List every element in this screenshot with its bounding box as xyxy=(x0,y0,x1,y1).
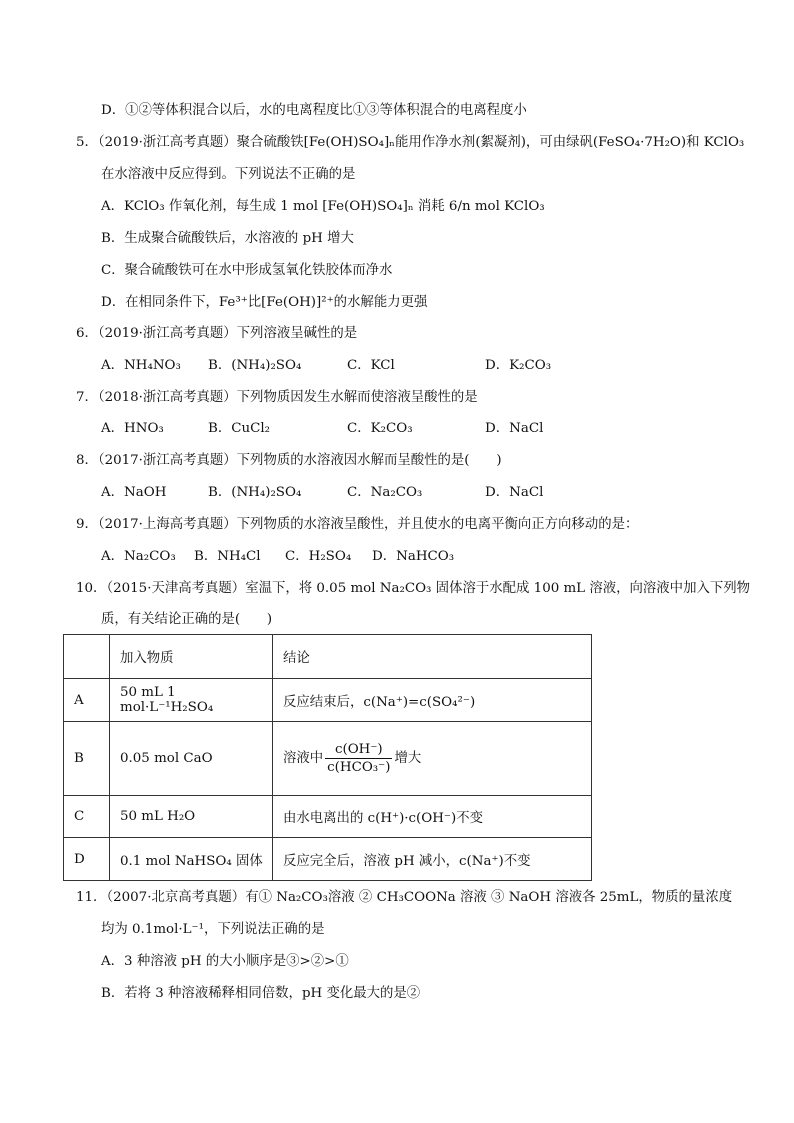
q5-option-d: D．在相同条件下，Fe³⁺比[Fe(OH)]²⁺的水解能力更强 xyxy=(101,295,428,310)
row-label: A xyxy=(64,679,110,722)
q6-option-a: A．NH₄NO₃ xyxy=(101,358,181,373)
row-label: B xyxy=(64,722,110,796)
q8-stem: 8．（2017·浙江高考真题）下列物质的水溶液因水解而呈酸性的是( ) xyxy=(76,453,502,468)
q11-option-b: B．若将 3 种溶液稀释相同倍数，pH 变化最大的是② xyxy=(101,986,421,1001)
fraction-denominator: c(HCO₃⁻) xyxy=(327,760,391,775)
row-conclusion: 反应结束后，c(Na⁺)=c(SO₄²⁻) xyxy=(273,679,592,722)
q5-option-c: C．聚合硫酸铁可在水中形成氢氧化铁胶体而净水 xyxy=(101,263,393,278)
q8-option-c: C．Na₂CO₃ xyxy=(347,485,423,500)
q11-option-a: A．3 种溶液 pH 的大小顺序是③>②>① xyxy=(101,954,349,969)
q11-stem-line1: 11．（2007·北京高考真题）有① Na₂CO₃溶液 ② CH₃COONa 溶液 ③ NaOH 溶液各 25mL，物质的量浓度 xyxy=(76,890,733,905)
q5-option-b: B．生成聚合硫酸铁后，水溶液的 pH 增大 xyxy=(101,231,354,246)
q8-option-b: B．(NH₄)₂SO₄ xyxy=(208,485,302,500)
q6-option-b: B．(NH₄)₂SO₄ xyxy=(208,358,302,373)
q10-stem-line1: 10．（2015·天津高考真题）室温下，将 0.05 mol Na₂CO₃ 固体溶于水配成 100 mL 溶液，向溶液中加入下列物 xyxy=(76,581,751,596)
q7-option-c: C．K₂CO₃ xyxy=(347,421,413,436)
q6-option-d: D．K₂CO₃ xyxy=(485,358,552,373)
row-label: D xyxy=(64,838,110,881)
q7-option-a: A．HNO₃ xyxy=(101,421,164,436)
row-substance: 0.1 mol NaHSO₄ 固体 xyxy=(110,838,273,881)
table-header-label xyxy=(64,635,110,679)
q9-option-d: D．NaHCO₃ xyxy=(372,549,455,564)
q6-stem: 6．（2019·浙江高考真题）下列溶液呈碱性的是 xyxy=(76,326,358,341)
row-conclusion xyxy=(273,722,592,796)
q11-stem-line2: 均为 0.1mol·L⁻¹，下列说法正确的是 xyxy=(101,922,325,937)
table-row xyxy=(64,679,592,722)
q8-option-a: A．NaOH xyxy=(101,485,167,500)
q4-option-d: D．①②等体积混合以后，水的电离程度比①③等体积混合的电离程度小 xyxy=(101,103,527,118)
q9-option-b: B．NH₄Cl xyxy=(194,549,261,564)
row-substance: 50 mL H₂O xyxy=(110,796,273,838)
q5-option-a: A．KClO₃ 作氧化剂，每生成 1 mol [Fe(OH)SO₄]ₙ 消耗 6/n mol KClO₃ xyxy=(101,199,545,214)
ratio-fraction xyxy=(325,741,392,776)
table-row xyxy=(64,796,592,838)
q10-table xyxy=(63,634,592,881)
q7-option-d: D．NaCl xyxy=(485,421,544,436)
q7-stem: 7．（2018·浙江高考真题）下列物质因发生水解而使溶液呈酸性的是 xyxy=(76,390,478,405)
q9-stem: 9．（2017·上海高考真题）下列物质的水溶液呈酸性，并且使水的电离平衡向正方向移动的是： xyxy=(76,517,639,532)
table-row xyxy=(64,838,592,881)
table-header-substance: 加入物质 xyxy=(110,635,273,679)
row-conclusion: 由水电离出的 c(H⁺)·c(OH⁻)不变 xyxy=(273,796,592,838)
conclusion-suffix: 增大 xyxy=(394,751,422,766)
table-header-conclusion: 结论 xyxy=(273,635,592,679)
q8-option-d: D．NaCl xyxy=(485,485,544,500)
q9-option-a: A．Na₂CO₃ xyxy=(101,549,176,564)
q7-option-b: B．CuCl₂ xyxy=(208,421,270,436)
q10-stem-line2: 质，有关结论正确的是( ) xyxy=(101,612,273,627)
q6-option-c: C．KCl xyxy=(347,358,395,373)
row-conclusion: 反应完全后，溶液 pH 减小，c(Na⁺)不变 xyxy=(273,838,592,881)
row-label: C xyxy=(64,796,110,838)
table-header-row xyxy=(64,635,592,679)
conclusion-prefix: 溶液中 xyxy=(283,751,324,766)
q9-option-c: C．H₂SO₄ xyxy=(285,549,352,564)
q5-stem-line1: 5．（2019·浙江高考真题）聚合硫酸铁[Fe(OH)SO₄]ₙ能用作净水剂(絮凝剂)，可由绿矾(FeSO₄·7H₂O)和 KClO₃ xyxy=(76,135,745,150)
row-substance: 0.05 mol CaO xyxy=(110,722,273,796)
row-substance: 50 mL 1 mol·L⁻¹H₂SO₄ xyxy=(110,679,273,722)
table-row xyxy=(64,722,592,796)
q5-stem-line2: 在水溶液中反应得到。下列说法不正确的是 xyxy=(101,167,356,182)
fraction-numerator: c(OH⁻) xyxy=(325,741,392,759)
